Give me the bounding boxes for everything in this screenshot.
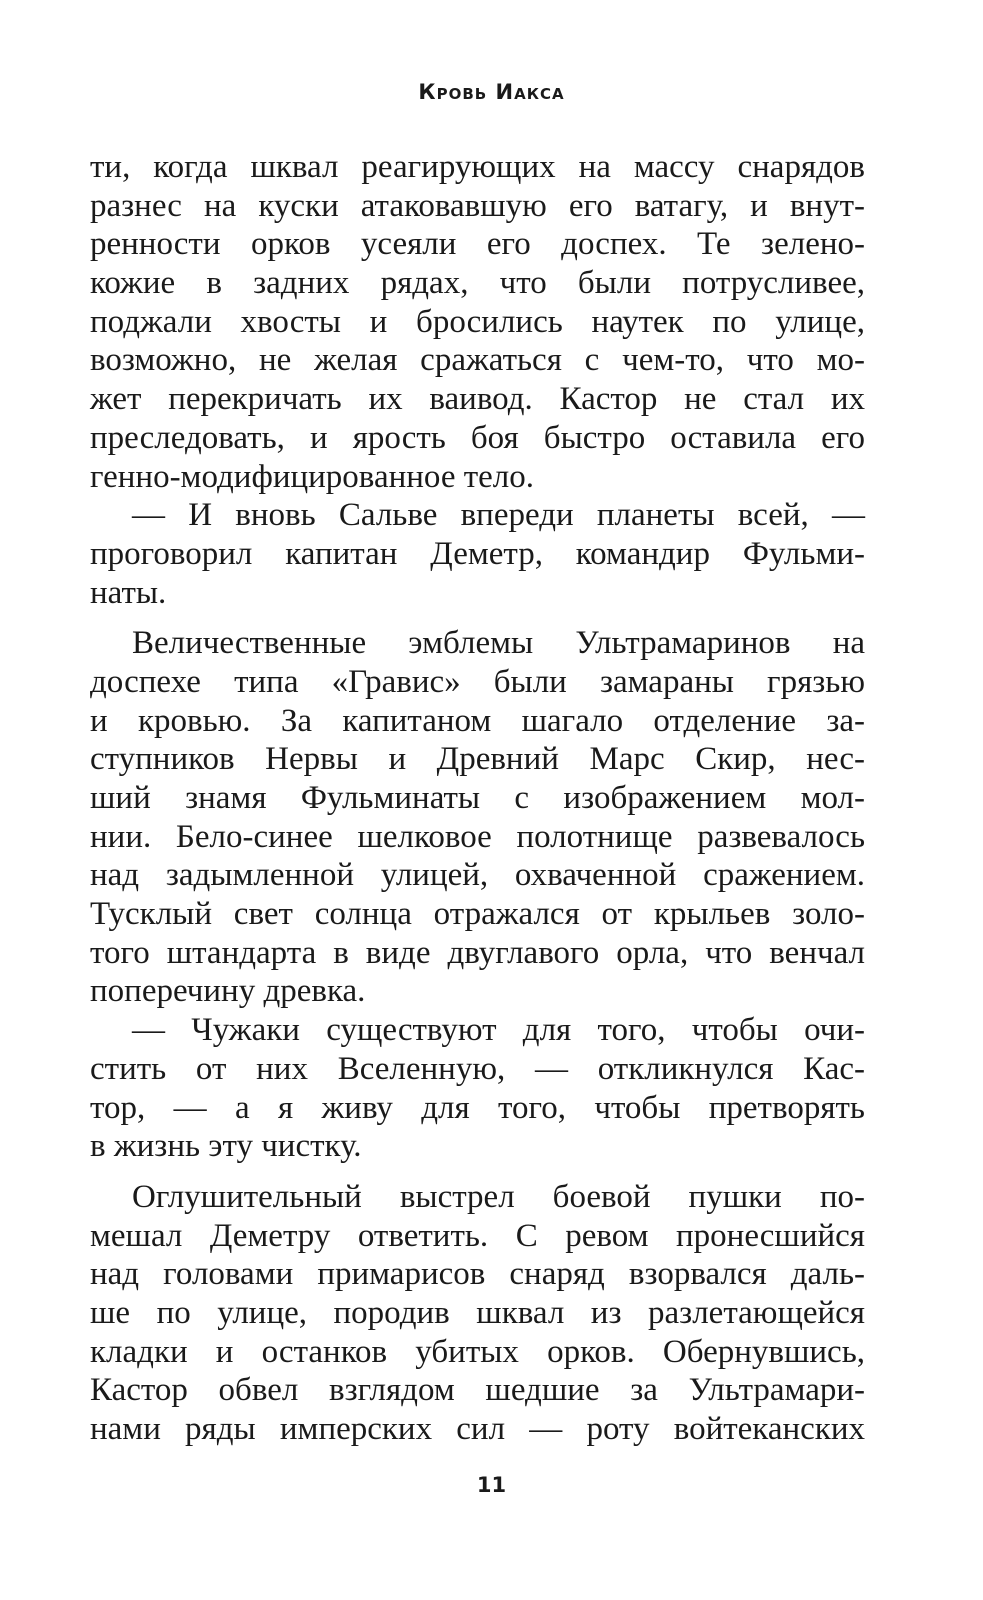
- text-line: генно-модифицированное тело.: [90, 458, 535, 495]
- text-line: того штандарта в виде двуглавого орла, что венчал: [90, 934, 865, 971]
- text-line: — И вновь Сальве впереди планеты всей, —: [132, 497, 865, 534]
- text-line: Кастор обвел взглядом шедшие за Ультрамари-: [90, 1372, 865, 1409]
- text-line: в жизнь эту чистку.: [90, 1128, 362, 1165]
- body-text: [90, 148, 865, 1449]
- text-line: тор, — а я живу для того, чтобы претворять: [90, 1089, 865, 1126]
- text-line: поджали хвосты и бросились наутек по улице,: [90, 303, 865, 340]
- paragraph: [90, 148, 865, 496]
- paragraph: [90, 1178, 865, 1449]
- paragraph-spacer: [90, 1166, 865, 1178]
- paragraph: [90, 496, 865, 612]
- text-line: и кровью. За капитаном шагало отделение за-: [90, 702, 865, 739]
- text-line: проговорил капитан Деметр, командир Фульми-: [90, 535, 865, 572]
- text-line: стить от них Вселенную, — откликнулся Кас-: [90, 1050, 865, 1087]
- text-line: — Чужаки существуют для того, чтобы очи-: [132, 1012, 865, 1049]
- text-line: наты.: [90, 574, 167, 611]
- paragraph: [90, 1011, 865, 1166]
- text-line: нами ряды имперских сил — роту войтеканских: [90, 1411, 865, 1447]
- page-number: 11: [476, 1473, 507, 1497]
- text-line: преследовать, и ярость боя быстро оставила его: [90, 419, 865, 456]
- paragraph-spacer: [90, 612, 865, 624]
- text-line: жет перекричать их ваивод. Кастор не стал их: [90, 381, 865, 418]
- text-line: разнес на куски атаковавшую его ватагу, и внут-: [90, 187, 865, 224]
- text-line: доспехе типа «Гравис» были замараны грязью: [90, 663, 865, 700]
- text-line: над головами примарисов снаряд взорвался даль-: [90, 1256, 865, 1293]
- text-line: мешал Деметру ответить. С ревом пронесшийся: [90, 1217, 865, 1254]
- paragraph: [90, 624, 865, 1011]
- text-line: ренности орков усеяли его доспех. Те зелено-: [90, 226, 865, 263]
- text-line: Величественные эмблемы Ультрамаринов на: [132, 625, 865, 662]
- text-line: кладки и останков убитых орков. Обернувшись,: [90, 1333, 865, 1370]
- text-line: поперечину древка.: [90, 973, 366, 1010]
- text-line: ший знамя Фульминаты с изображением мол-: [90, 780, 865, 816]
- text-line: нии. Бело-синее шелковое полотнище развевалось: [90, 818, 865, 855]
- running-head-title: Кровь Иакса: [418, 80, 565, 104]
- text-line: ше по улице, породив шквал из разлетающейся: [90, 1294, 865, 1331]
- text-line: ти, когда шквал реагирующих на массу снарядов: [90, 149, 865, 185]
- text-line: ступников Нервы и Древний Марс Скир, нес-: [90, 741, 865, 778]
- text-line: Оглушительный выстрел боевой пушки по-: [132, 1178, 865, 1215]
- text-line: кожие в задних рядах, что были потрусливее,: [90, 265, 865, 302]
- text-line: Тусклый свет солнца отражался от крыльев золо-: [90, 896, 865, 933]
- text-line: над задымленной улицей, охваченной сражением.: [90, 857, 865, 894]
- text-line: возможно, не желая сражаться с чем-то, что мо-: [90, 342, 865, 379]
